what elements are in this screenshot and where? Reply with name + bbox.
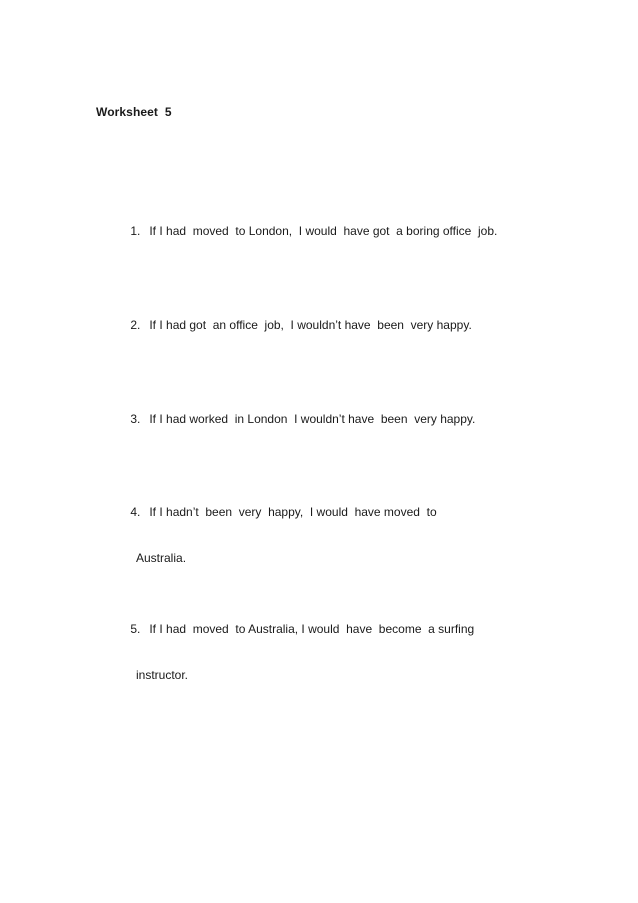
sentence-text-continuation: instructor. bbox=[136, 668, 189, 682]
sentence-item bbox=[117, 595, 474, 733]
sentence-number: 4. bbox=[130, 505, 141, 519]
sentence-number: 3. bbox=[130, 412, 141, 426]
sentence-text: If I had moved to Australia, I would have become a surfing bbox=[149, 622, 475, 636]
sentence-number: 5. bbox=[130, 622, 141, 636]
worksheet-title: Worksheet 5 bbox=[96, 105, 172, 119]
sentence-text-continuation: Australia. bbox=[136, 551, 187, 565]
sentence-number: 1. bbox=[130, 224, 141, 238]
sentence-text: If I had moved to London, I would have got a boring office job. bbox=[149, 224, 498, 238]
sentence-item bbox=[117, 197, 497, 266]
sentence-text: If I hadn’t been very happy, I would have moved to bbox=[149, 505, 437, 519]
sentence-item bbox=[117, 385, 475, 454]
sentence-item bbox=[117, 291, 472, 360]
sentence-number: 2. bbox=[130, 318, 141, 332]
sentence-text: If I had got an office job, I wouldn’t have been very happy. bbox=[149, 318, 472, 332]
sentence-text: If I had worked in London I wouldn’t have been very happy. bbox=[149, 412, 476, 426]
